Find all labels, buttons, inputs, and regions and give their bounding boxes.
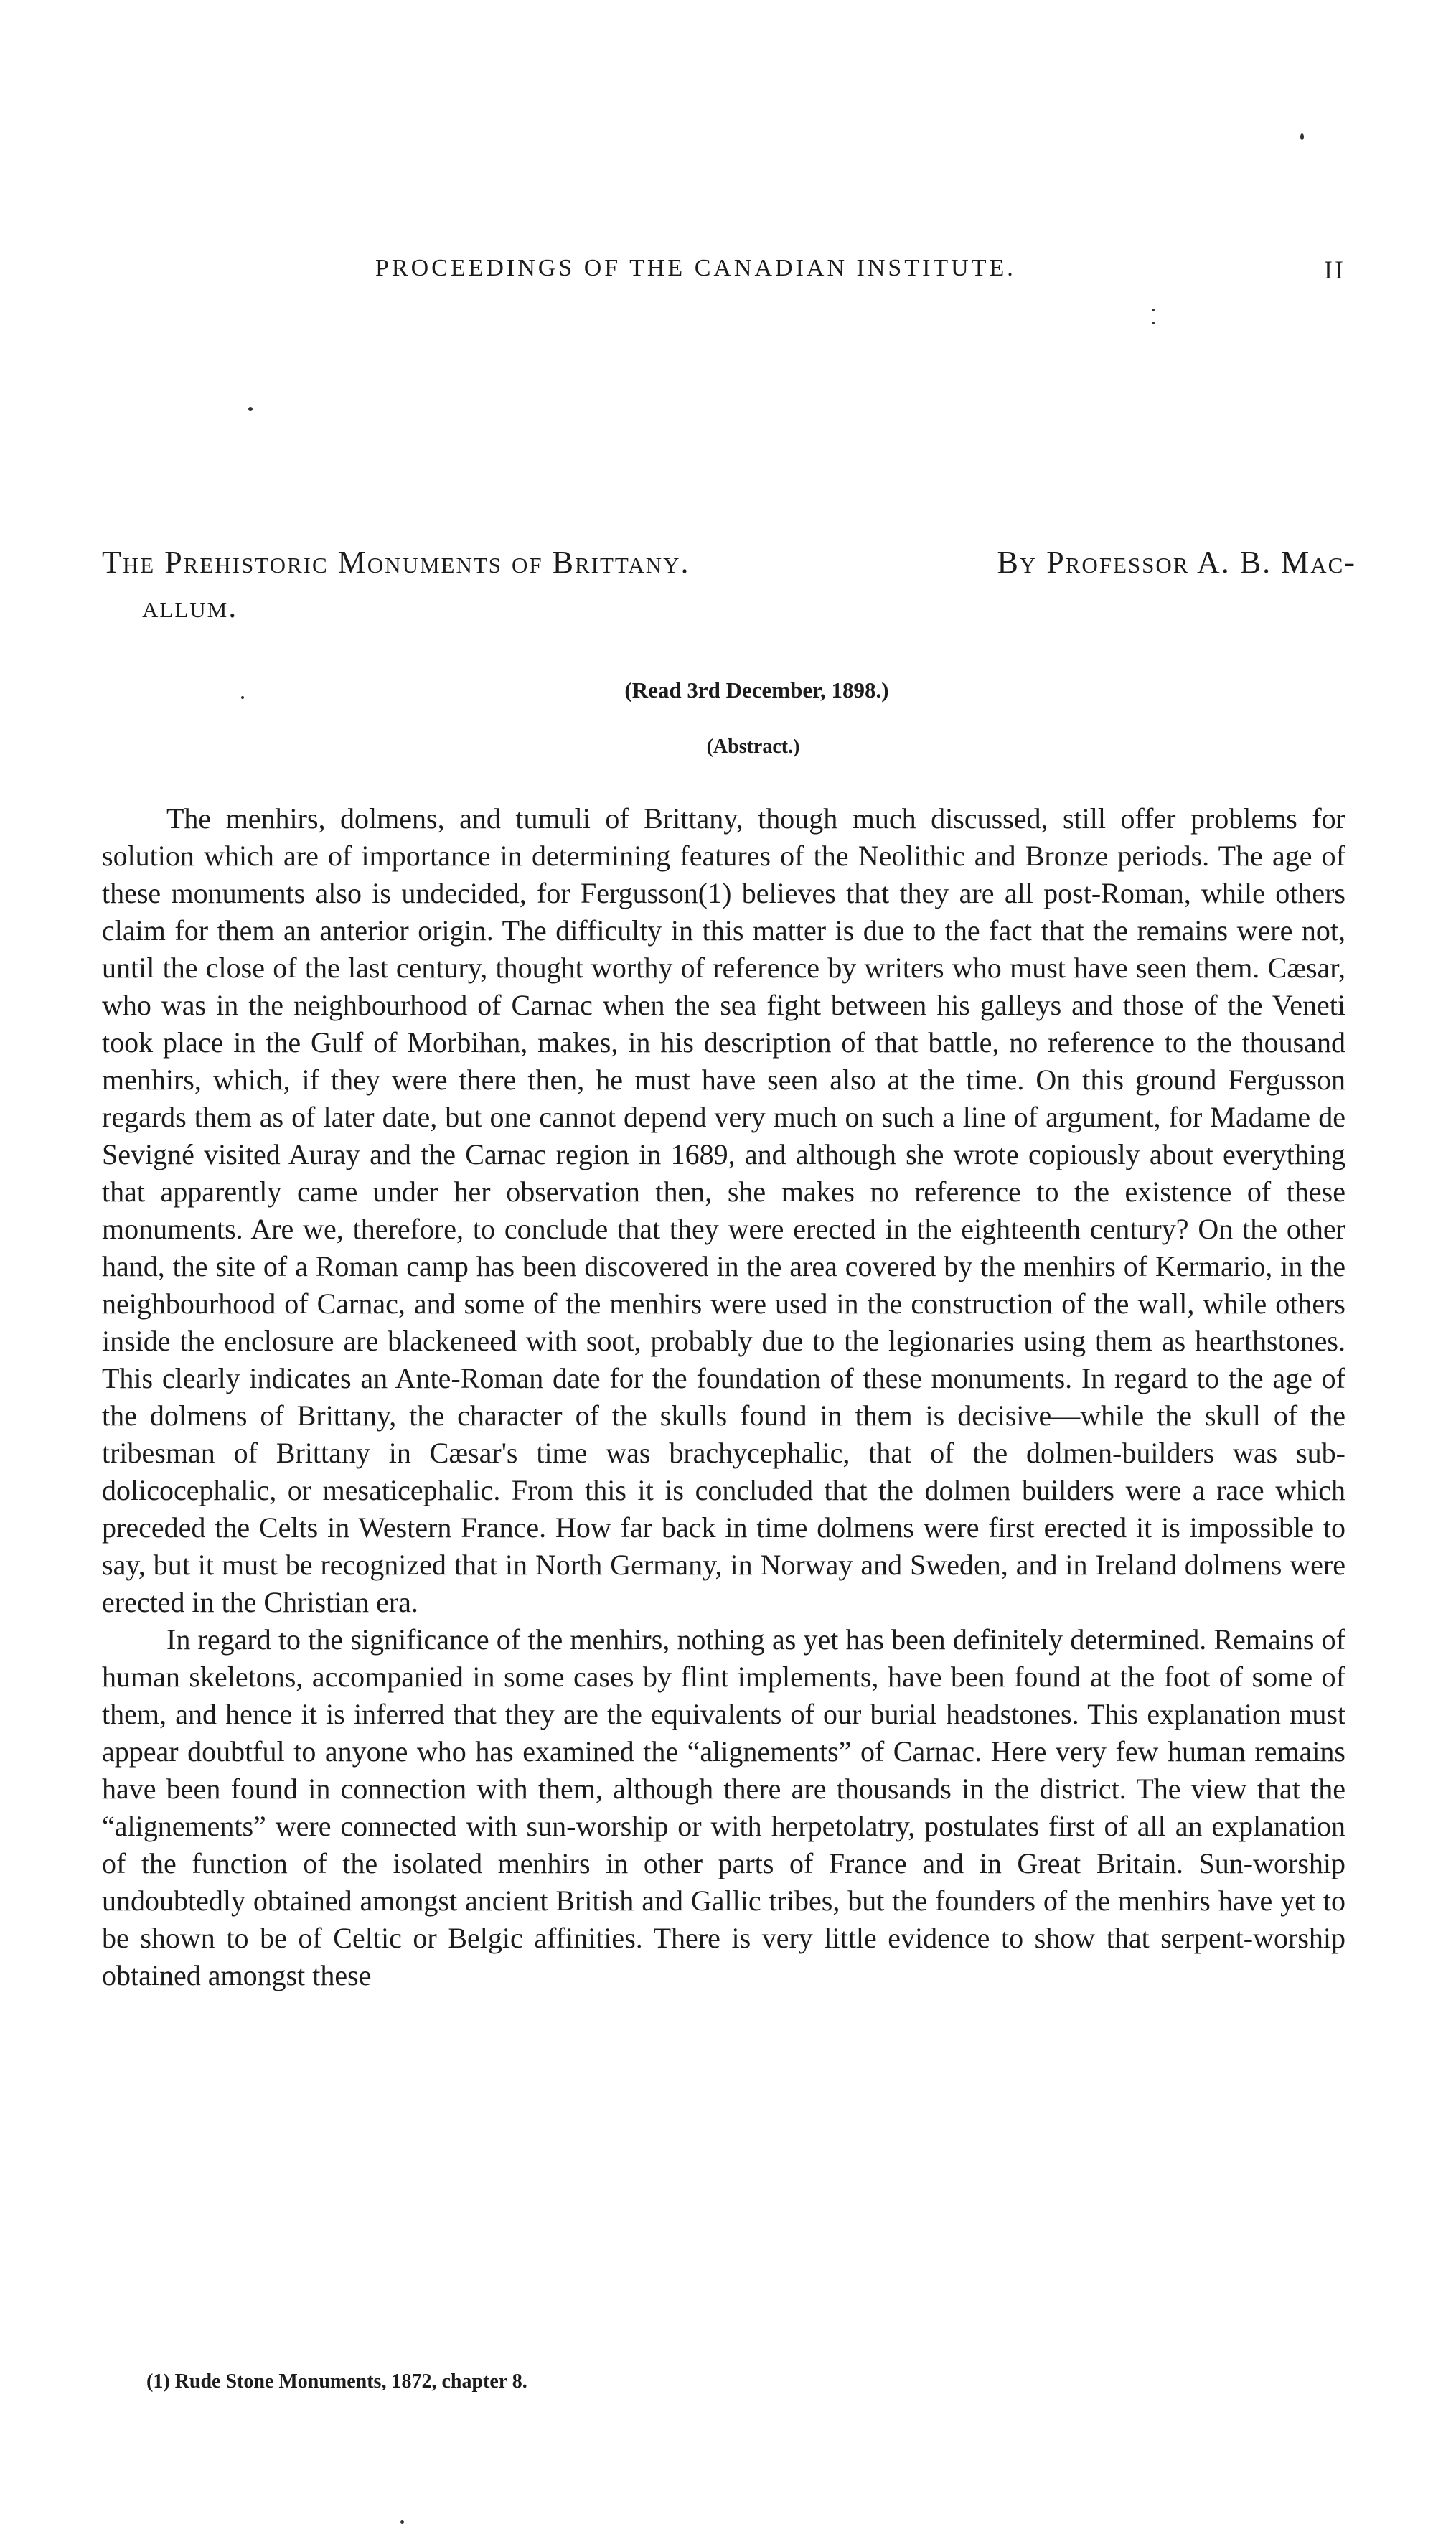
print-speck <box>1152 322 1155 324</box>
read-date-note: (Read 3rd December, 1898.) <box>624 677 889 703</box>
print-speck <box>1300 133 1304 140</box>
article-body <box>102 800 1345 1994</box>
running-head: PROCEEDINGS OF THE CANADIAN INSTITUTE. <box>375 255 1016 281</box>
article-title: The Prehistoric Monuments of Brittany. <box>102 545 690 580</box>
body-paragraph: The menhirs, dolmens, and tumuli of Brittany, though much discussed, still offer problems for solution which are of importance in determining features of the Neolithic and Bronze periods. The age of these monuments also is undecided, for Fergusson(1) believes that they are all post-Roman, while others claim for them an anterior origin. The difficulty in this matter is due to the fact that the remains were not, until the close of the last century, thought worthy of reference by writers who must have seen them. Cæsar, who was in the neighbourhood of Carnac when the sea fight between his galleys and those of the Veneti took place in the Gulf of Morbihan, makes, in his description of that battle, no reference to the thousand menhirs, which, if they were there then, he must have seen also at the time. On this ground Fergusson regards them as of later date, but one cannot depend very much on such a line of argument, for Madame de Sevigné visited Auray and the Carnac region in 1689, and although she wrote copiously about everything that apparently came under her observation then, she makes no reference to the existence of these monuments. Are we, therefore, to conclude that they were erected in the eighteenth century? On the other hand, the site of a Roman camp has been discovered in the area covered by the menhirs of Kermario, in the neighbourhood of Carnac, and some of the menhirs were used in the construction of the wall, while others inside the enclosure are blackeneed with soot, probably due to the legionaries using them as hearthstones. This clearly indicates an Ante-Roman date for the foundation of these monuments. In regard to the age of the dolmens of Brittany, the character of the skulls found in them is decisive—while the skull of the tribesman of Brittany in Cæsar's time was brachycephalic, that of the dolmen-builders was sub-dolicocephalic, or mesaticephalic. From this it is concluded that the dolmen builders were a race which preceded the Celts in Western France. How far back in time dolmens were first erected it is impossible to say, but it must be recognized that in North Germany, in Norway and Sweden, and in Ireland dolmens were erected in the Christian era. <box>102 802 1345 1618</box>
body-paragraph: In regard to the significance of the menhirs, nothing as yet has been definitely determined. Remains of human skeletons, accompanied in some cases by flint implements, have been found at the foot of some of them, and hence it is inferred that they are the equivalents of our burial headstones. This explanation must appear doubtful to anyone who has examined the “alignements” of Carnac. Here very few human remains have been found in connection with them, although there are thousands in the district. The view that the “alignements” were connected with sun-worship or with herpetolatry, postulates first of all an explanation of the function of the isolated menhirs in other parts of France and in Great Britain. Sun-worship undoubtedly obtained amongst ancient British and Gallic tribes, but the founders of the menhirs have yet to be shown to be of Celtic or Belgic affinities. There is very little evidence to show that serpent-worship obtained amongst these <box>102 1623 1345 1991</box>
article-byline: By Professor A. B. Mac- <box>997 545 1356 580</box>
print-speck <box>400 2520 404 2524</box>
print-speck <box>1152 309 1155 311</box>
page-number: II <box>1324 255 1345 284</box>
abstract-label: (Abstract.) <box>706 736 800 758</box>
footnote: (1) Rude Stone Monuments, 1872, chapter 8. <box>146 2370 527 2393</box>
article-heading <box>102 547 1356 623</box>
article-byline-continued: allum. <box>142 589 238 624</box>
print-speck <box>248 407 253 411</box>
